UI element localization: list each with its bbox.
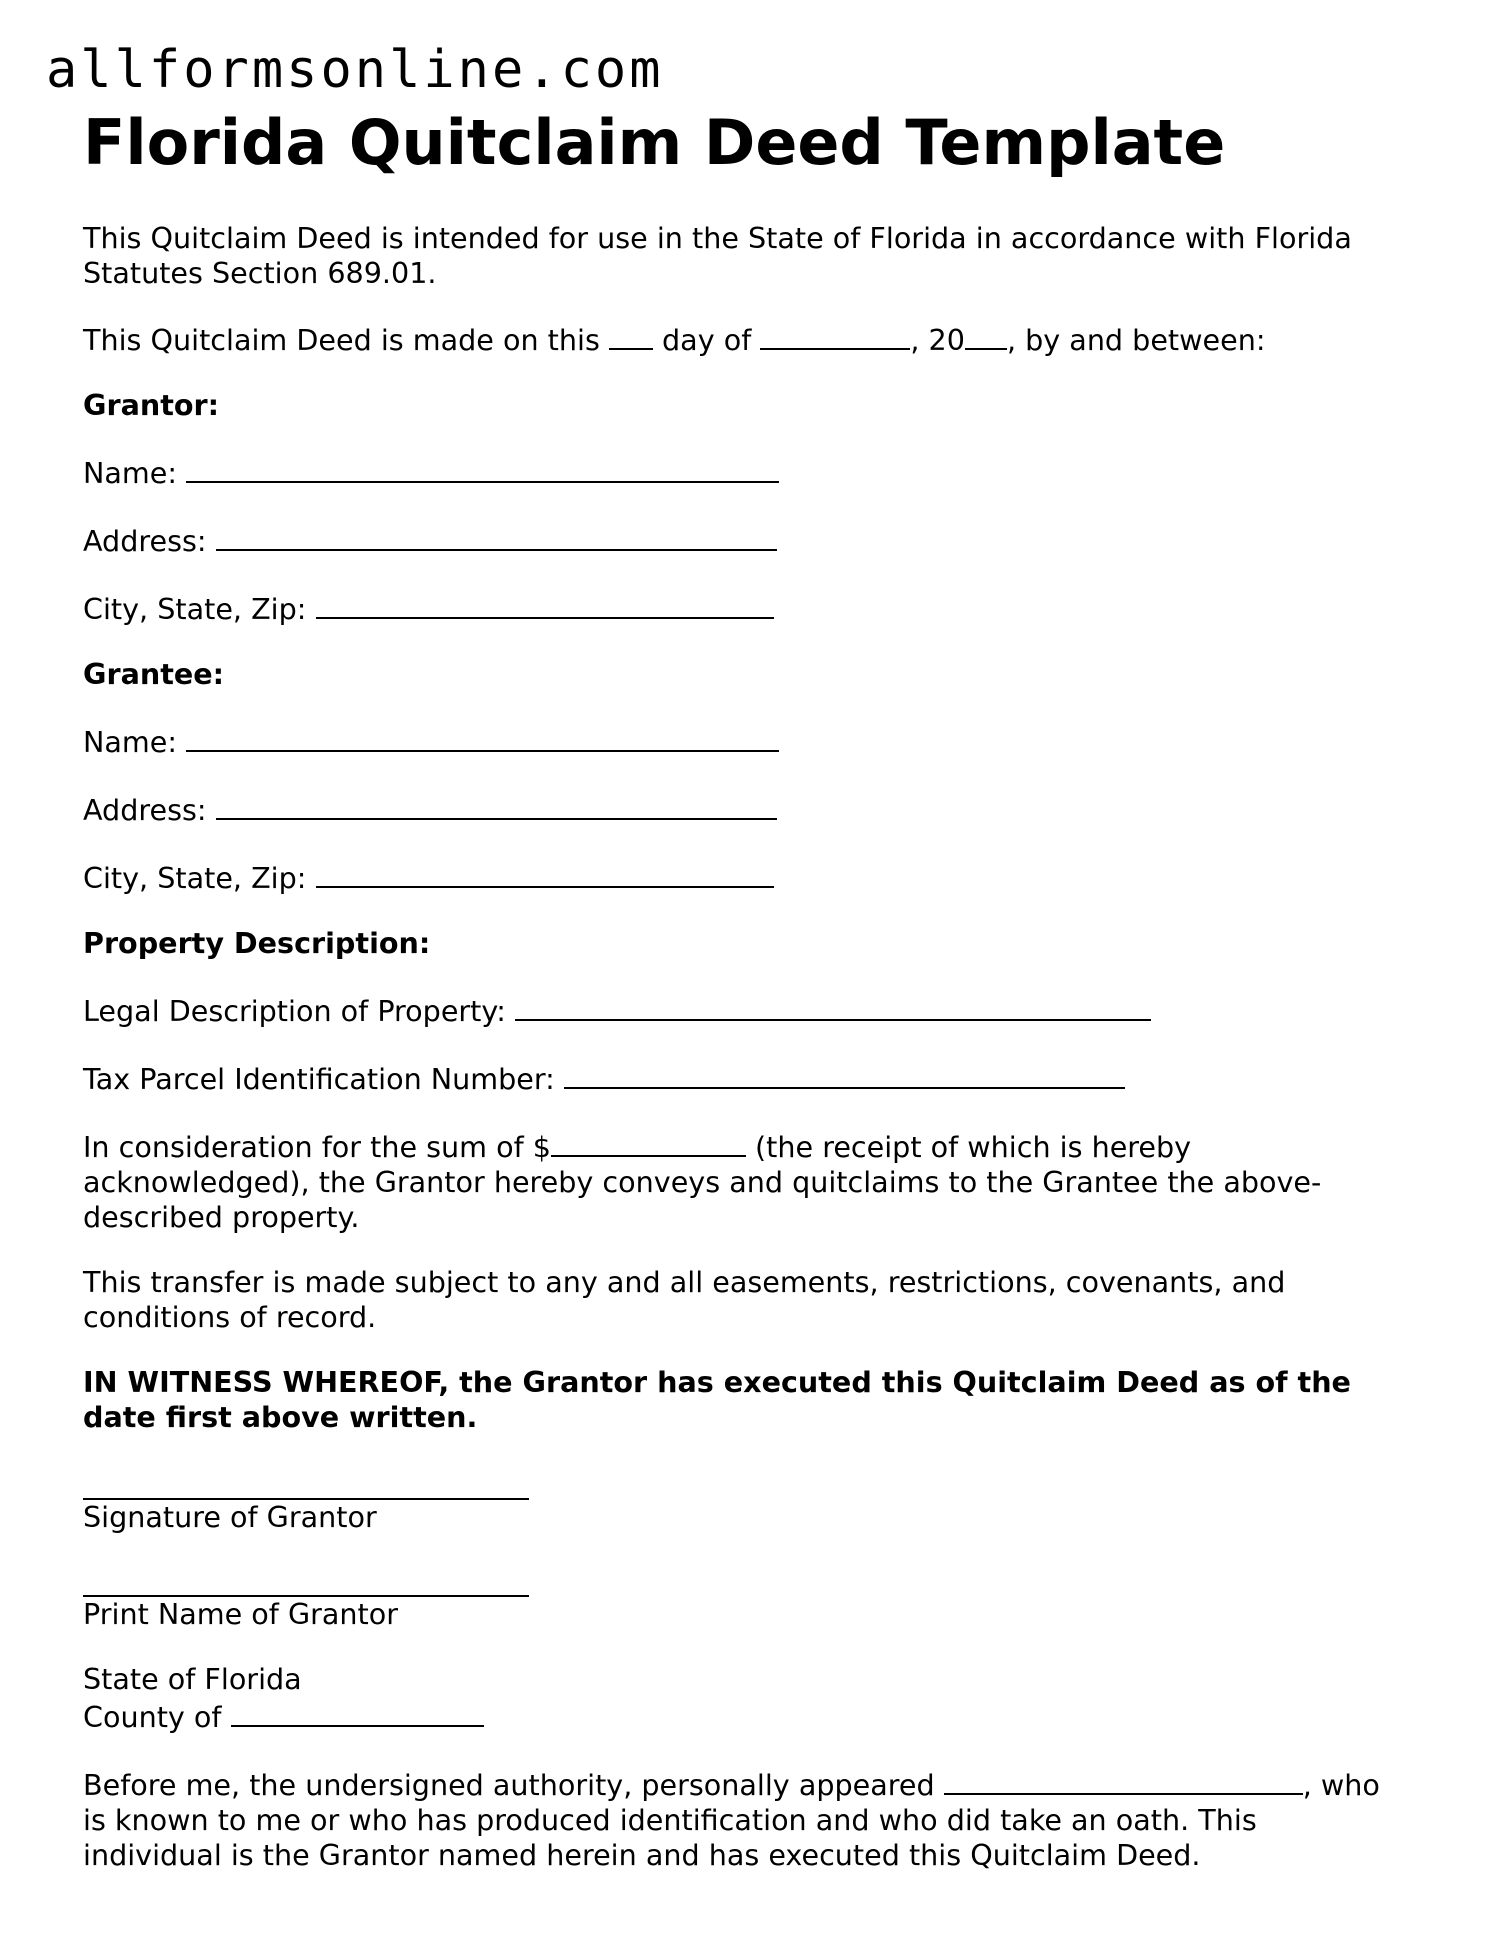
grantor-address-line [83, 521, 1433, 559]
made-on-suffix: , by and between: [1006, 323, 1266, 357]
intro-line-2: Statutes Section 689.01. [83, 256, 437, 290]
day-blank[interactable] [609, 320, 653, 350]
year-blank[interactable] [965, 320, 1007, 350]
tax-parcel-field[interactable] [564, 1059, 1125, 1089]
notary-line-1-prefix: Before me, the undersigned authority, personally appeared [83, 1768, 935, 1802]
subject-to-paragraph [83, 1265, 1433, 1335]
grantee-address-label: Address: [83, 793, 207, 827]
grantee-name-line [83, 722, 1433, 760]
grantor-city-field[interactable] [316, 589, 774, 619]
consideration-prefix: In consideration for the sum of $ [83, 1130, 551, 1164]
legal-description-field[interactable] [515, 991, 1151, 1021]
grantee-heading: Grantee: [83, 657, 225, 691]
county-field[interactable] [231, 1697, 484, 1727]
consideration-paragraph [83, 1127, 1433, 1235]
site-watermark: allformsonline.com [46, 40, 664, 100]
appeared-name-field[interactable] [944, 1765, 1303, 1795]
grantor-city-label: City, State, Zip: [83, 592, 307, 626]
grantee-city-line [83, 858, 1433, 896]
grantor-heading: Grantor: [83, 388, 220, 422]
legal-description-line [83, 991, 1433, 1029]
property-heading: Property Description: [83, 926, 431, 960]
print-name-block [83, 1565, 1433, 1632]
made-on-prefix: This Quitclaim Deed is made on this [83, 323, 600, 357]
grantor-address-field[interactable] [216, 521, 777, 551]
grantee-name-label: Name: [83, 725, 177, 759]
consideration-amount-field[interactable] [551, 1127, 746, 1157]
notary-line-1-suffix: , who [1302, 1768, 1380, 1802]
consideration-line-3: described property. [83, 1200, 360, 1234]
consideration-line-1-rest: (the receipt of which is hereby [755, 1130, 1192, 1164]
month-blank[interactable] [760, 320, 910, 350]
grantor-address-label: Address: [83, 524, 207, 558]
grantee-city-label: City, State, Zip: [83, 861, 307, 895]
print-name-field[interactable] [83, 1565, 529, 1597]
print-name-label: Print Name of Grantor [83, 1597, 398, 1631]
subject-to-line-1: This transfer is made subject to any and all easements, restrictions, covenants, and [83, 1265, 1286, 1299]
signature-label: Signature of Grantor [83, 1500, 377, 1534]
consideration-line-2: acknowledged), the Grantor hereby conveys and quitclaims to the Grantee the above- [83, 1165, 1322, 1199]
tax-parcel-line [83, 1059, 1433, 1097]
document-body [83, 108, 1433, 1873]
year-prefix: , 20 [910, 323, 965, 357]
subject-to-line-2: conditions of record. [83, 1300, 377, 1334]
witness-line-2: date first above written. [83, 1400, 478, 1434]
grantor-name-field[interactable] [186, 453, 779, 483]
grantor-name-line [83, 453, 1433, 491]
state-label: State of Florida [83, 1662, 302, 1696]
grantor-city-line [83, 589, 1433, 627]
witness-line-1: IN WITNESS WHEREOF, the Grantor has executed this Quitclaim Deed as of the [83, 1365, 1351, 1399]
signature-field[interactable] [83, 1468, 529, 1500]
day-of-label: day of [662, 323, 752, 357]
notary-line-2: is known to me or who has produced identification and who did take an oath. This [83, 1803, 1257, 1837]
witness-paragraph [83, 1365, 1433, 1435]
grantee-name-field[interactable] [186, 722, 779, 752]
signature-block [83, 1468, 1433, 1535]
intro-paragraph [83, 221, 1433, 291]
grantee-address-field[interactable] [216, 790, 777, 820]
legal-description-label: Legal Description of Property: [83, 994, 506, 1028]
notary-paragraph [83, 1765, 1433, 1873]
grantee-address-line [83, 790, 1433, 828]
intro-line-1: This Quitclaim Deed is intended for use in the State of Florida in accordance with Florida [83, 221, 1352, 255]
notary-line-3: individual is the Grantor named herein and has executed this Quitclaim Deed. [83, 1838, 1201, 1872]
made-on-line [83, 320, 1433, 358]
tax-parcel-label: Tax Parcel Identification Number: [83, 1062, 555, 1096]
county-label: County of [83, 1700, 222, 1734]
venue-block [83, 1662, 1433, 1735]
grantee-city-field[interactable] [316, 858, 774, 888]
page-title: Florida Quitclaim Deed Template [83, 106, 1226, 179]
grantor-name-label: Name: [83, 456, 177, 490]
